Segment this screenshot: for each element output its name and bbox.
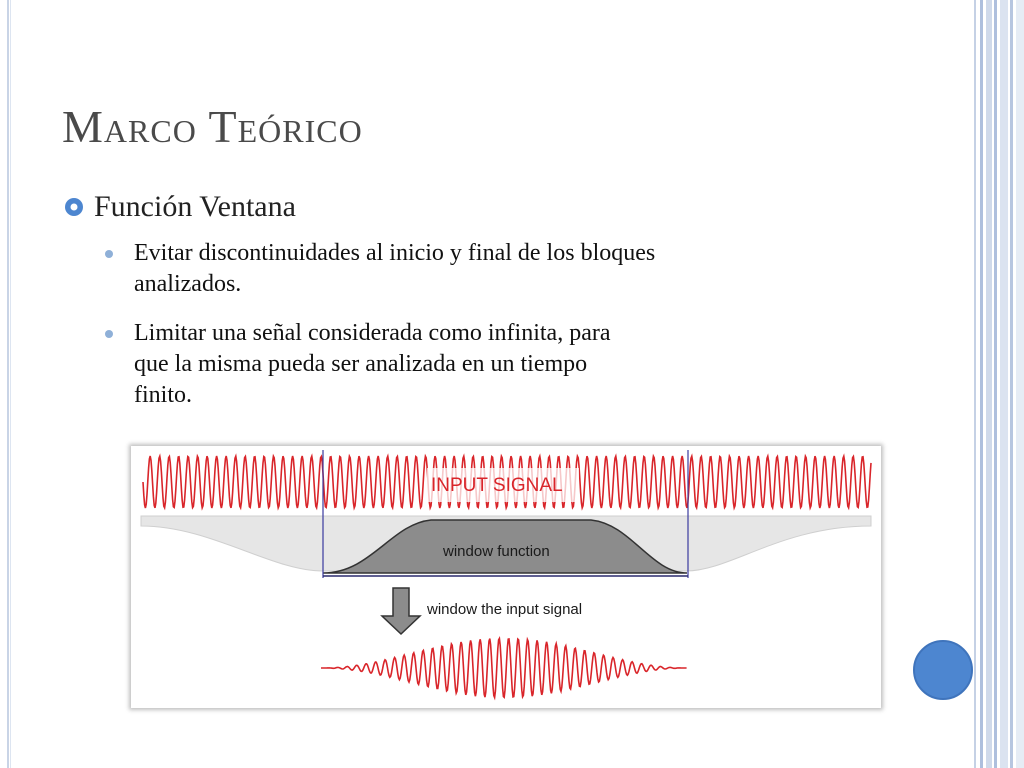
bullet-dot-icon	[105, 250, 113, 258]
bullet-level1-text: Función Ventana	[94, 190, 296, 223]
diagram-svg	[131, 446, 881, 708]
right-stripe	[994, 0, 997, 768]
bullet-level2-text: Limitar una señal considerada como infinita, para que la misma pueda ser analizada en un tiempo finito.	[134, 320, 611, 408]
left-frame-line	[7, 0, 9, 768]
input-signal-label: INPUT SIGNAL	[431, 475, 563, 496]
right-stripe	[974, 0, 976, 768]
windowed-signal-wave	[321, 639, 687, 698]
down-arrow-icon	[382, 588, 420, 634]
bullet-dot-icon	[105, 330, 113, 338]
decorative-circle	[913, 640, 973, 700]
left-frame-line-inner	[10, 0, 11, 768]
bullet-icon	[64, 197, 84, 217]
arrow-label: window the input signal	[427, 601, 583, 618]
window-function-diagram	[131, 446, 881, 708]
right-stripe	[1000, 0, 1008, 768]
right-stripe	[986, 0, 992, 768]
right-stripe	[1010, 0, 1013, 768]
bullet-level2-text: Evitar discontinuidades al inicio y final de los bloques analizados.	[134, 240, 656, 297]
right-stripe	[980, 0, 983, 768]
window-function-label: window function	[443, 543, 550, 560]
right-stripe	[1016, 0, 1024, 768]
bullet-level1	[64, 190, 296, 224]
slide-title: Marco Teórico	[62, 101, 363, 152]
